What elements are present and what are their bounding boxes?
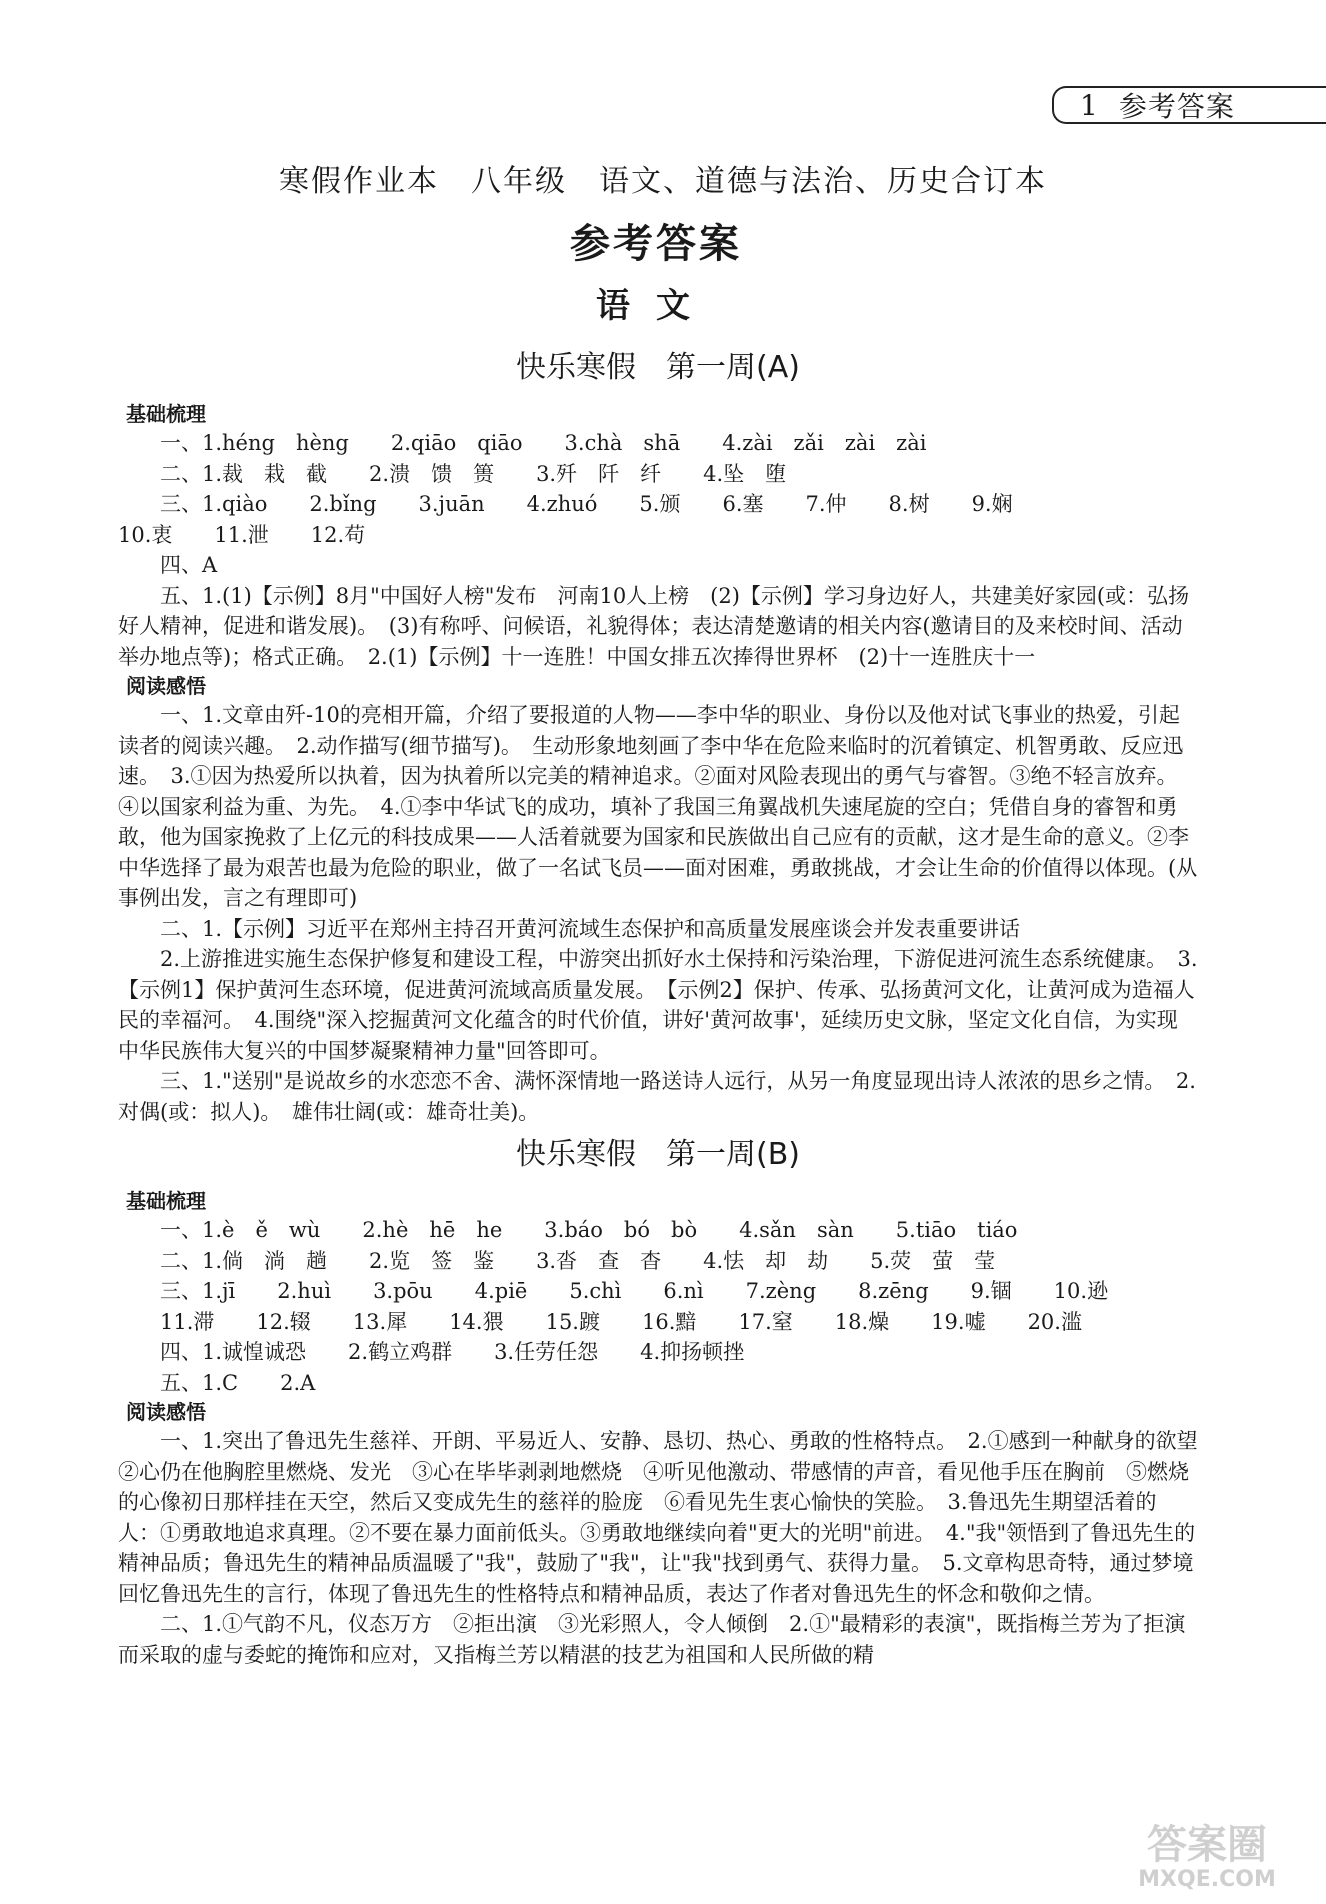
answer-line: 10.衷 11.泄 12.苟 [118,522,366,547]
answer-paragraph: 三、1."送别"是说故乡的水恋恋不舍、满怀深情地一路送诗人远行，从另一角度显现出诗人浓浓的思乡之情。 2.对偶(或：拟人)。 雄伟壮阔(或：雄奇壮美)。 [118,1069,1196,1124]
answer-line: 三、1.qiào 2.bǐng 3.juān 4.zhuó 5.颁 6.塞 7.仲 8.树 9.娴 [160,492,1013,516]
answer-line: 二、1.倘 淌 趟 2.览 签 鉴 3.沓 查 杳 4.怯 却 劫 5.荧 萤 莹 [160,1248,996,1273]
watermark-domain: MXQE.COM [1138,1867,1276,1892]
watermark-logo-text: 答案圈 [1147,1822,1267,1868]
answer-content [118,340,1219,1670]
answer-line: 11.滞 12.辍 13.犀 14.猥 15.踱 16.黯 17.窒 18.燥 19.嘘 20.滥 [160,1309,1082,1334]
tab-label: 参考答案 [1118,90,1235,123]
answer-paragraph: 二、1.①气韵不凡，仪态万方 ②拒出演 ③光彩照人，令人倾倒 2.①"最精彩的表演"，既指梅兰芳为了拒演而采取的虚与委蛇的掩饰和应对，又指梅兰芳以精湛的技艺为祖国和人民所做的精 [118,1612,1186,1667]
answer-line: 四、A [160,553,218,577]
week-a-basic-label: 基础梳理 [126,402,206,426]
subject-heading: 语文 [596,286,716,326]
answer-line: 五、1.(1)【示例】8月"中国好人榜"发布 河南10人上榜 (2)【示例】学习身边好人，共建美好家园(或：弘扬好人精神，促进和谐发展)。 (3)有称呼、问候语，礼貌得体；表达清楚邀请的相关内容(邀请目的及来校时间、活动举办地点等)；格式正确。 2.(1)【示例】十一连胜！中国女排五次捧得世界杯 (2)十一连胜庆十一 [118,583,1190,669]
answer-paragraph: 一、1.文章由歼-10的亮相开篇，介绍了要报道的人物——李中华的职业、身份以及他对试飞事业的热爱，引起读者的阅读兴趣。 2.动作描写(细节描写)。 生动形象地刻画了李中华在危险来临时的沉着镇定、机智勇敢、反应迅速。 3.①因为热爱所以执着，因为执着所以完美的精神追求。②面对风险表现出的勇气与睿智。③绝不轻言放弃。④以国家利益为重、为先。 4.①李中华试飞的成功，填补了我国三角翼战机失速尾旋的空白；凭借自身的睿智和勇敢，他为国家挽救了上亿元的科技成果——人活着就要为国家和民族做出自己应有的贡献，这才是生命的意义。②李中华选择了最为艰苦也最为危险的职业，做了一名试飞员——面对困难，勇敢挑战，才会让生命的价值得以体现。(从事例出发，言之有理即可) [118,703,1198,910]
week-b-basic-label: 基础梳理 [126,1189,206,1213]
answer-key-tab [1052,86,1326,124]
answer-line: 五、1.C 2.A [160,1370,316,1395]
answer-line: 一、1.héng hèng 2.qiāo qiāo 3.chà shā 4.zài zǎi zài zài [160,431,927,455]
answer-line: 二、1.裁 栽 截 2.溃 馈 篑 3.歼 阡 纤 4.坠 堕 [160,461,787,486]
site-watermark [1102,1822,1312,1894]
page-number: 1 [1080,88,1099,122]
answer-paragraph: 2.上游推进实施生态保护修复和建设工程，中游突出抓好水土保持和污染治理，下游促进河流生态系统健康。 3.【示例1】保护黄河生态环境，促进黄河流域高质量发展。 【示例2】保护、传承、弘扬黄河文化，让黄河成为造福人民的幸福河。 4.围绕"深入挖掘黄河文化蕴含的时代价值，讲好'黄河故事'，延续历史文脉，坚定文化自信，为实现中华民族伟大复兴的中国梦凝聚精神力量"回答即可。 [118,947,1198,1063]
week-a-title: 快乐寒假 第一周(A) [516,350,800,385]
answer-paragraph: 二、1.【示例】习近平在郑州主持召开黄河流域生态保护和高质量发展座谈会并发表重要讲话 [160,916,1021,941]
book-title: 寒假作业本 八年级 语文、道德与法治、历史合订本 [279,164,1047,199]
answer-paragraph: 一、1.突出了鲁迅先生慈祥、开朗、平易近人、安静、恳切、热心、勇敢的性格特点。 2.①感到一种献身的欲望 ②心仍在他胸腔里燃烧、发光 ③心在毕毕剥剥地燃烧 ④听见他激动、带感情的声音，看见他手压在胸前 ⑤燃烧的心像初日那样挂在天空，然后又变成先生的慈祥的脸庞 ⑥看见先生衷心愉快的笑脸。 3.鲁迅先生期望活着的人：①勇敢地追求真理。②不要在暴力面前低头。③勇敢地继续向着"更大的光明"前进。 4."我"领悟到了鲁迅先生的精神品质；鲁迅先生的精神品质温暖了"我"，鼓励了"我"，让"我"找到勇气、获得力量。 5.文章构思奇特，通过梦境回忆鲁迅先生的言行，体现了鲁迅先生的性格特点和精神品质，表达了作者对鲁迅先生的怀念和敬仰之情。 [118,1429,1219,1606]
main-title: 参考答案 [570,221,742,267]
week-b-title: 快乐寒假 第一周(B) [516,1137,800,1172]
answer-line: 四、1.诚惶诚恐 2.鹤立鸡群 3.任劳任怨 4.抑扬顿挫 [160,1340,745,1364]
week-a-reading-label: 阅读感悟 [126,674,206,698]
answer-line: 一、1.è ě wù 2.hè hē he 3.báo bó bò 4.sǎn sàn 5.tiāo tiáo [160,1218,1018,1242]
answer-line: 三、1.jī 2.huì 3.pōu 4.piē 5.chì 6.nì 7.zèng 8.zēng 9.锢 10.逊 [160,1279,1109,1303]
week-b-reading-label: 阅读感悟 [126,1400,206,1424]
